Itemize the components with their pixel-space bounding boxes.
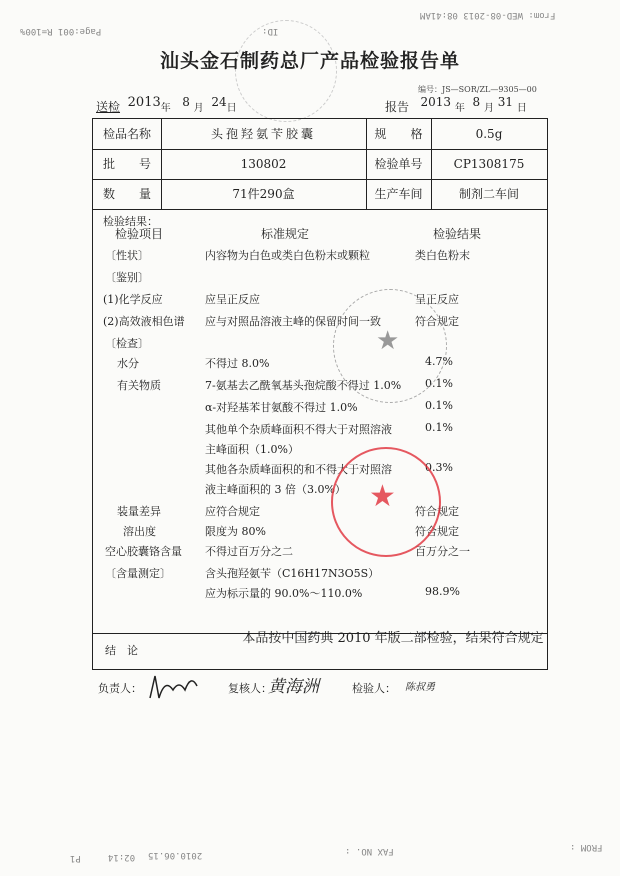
red-quality-stamp: ★ [331,447,441,557]
submit-year: 2013 [127,95,161,110]
row-result: 0.3% [425,461,453,474]
row-item: (2)高效液相色谱 [103,315,185,328]
row-result: 类白色粉末 [415,249,470,262]
report-label: 报告 [385,100,410,114]
submit-label: 送检 [96,100,121,114]
fax-footer-fax-no: FAX NO. : [345,846,394,856]
row-standard: 含头孢羟氨苄（C16H17N3O5S） [205,567,380,580]
submit-day: 24 [211,95,227,109]
row-result: 0.1% [425,377,453,390]
row-item: 〔含量测定〕 [105,567,171,580]
row-standard: 限度为 80% [205,525,266,538]
month-char: 月 [483,103,494,114]
column-result: 检验结果 [433,227,482,241]
row-standard: 应为标示量的 90.0%～110.0% [205,587,363,600]
row-result: 符合规定 [415,525,459,538]
report-month: 8 [472,95,481,109]
day-char: 日 [226,103,237,114]
conclusion-text: 本品按中国药典 2010 年版二部检验，结果符合规定 [242,631,544,646]
report-table [92,118,548,670]
row-standard: 7-氨基去乙酰氧基头孢烷酸不得过 1.0% [205,379,402,392]
label-workshop: 生产车间 [366,179,432,209]
row-result: 98.9% [425,585,460,598]
fax-header-id: ID: [262,26,279,36]
row-standard: 内容物为白色或类白色粉末或颗粒 [205,249,370,262]
row-standard: 主峰面积（1.0%） [205,443,299,456]
row-result: 呈正反应 [415,293,459,306]
day-char: 日 [516,103,527,114]
header-row-product [93,119,547,150]
label-product-name: 检品名称 [93,119,162,149]
report-year: 2013 [420,95,452,109]
value-spec: 0.5g [475,127,503,141]
row-result: 符合规定 [415,315,459,328]
responsible-signature [145,668,205,704]
report-title: 汕头金石制药总厂产品检验报告单 [159,50,460,72]
reviewer-signature: 黄海洲 [268,677,319,697]
document-number: 编号：JS—SOR/ZL—9305—00 [418,85,537,94]
inspector-label: 检验人： [352,682,396,695]
row-standard: α-对羟基苯甘氨酸不得过 1.0% [205,401,358,414]
column-standard: 标准规定 [261,227,310,241]
month-char: 月 [193,103,204,114]
row-item: 装量差异 [117,505,161,518]
row-item: 〔鉴别〕 [105,271,149,284]
row-item: 水分 [117,357,139,370]
row-standard: 液主峰面积的 3 倍（3.0%） [205,483,346,496]
header-row-batch [93,149,547,180]
column-item: 检验项目 [115,227,164,241]
fax-header-left: Page:001 R=100% [20,26,102,36]
year-char: 年 [160,103,171,114]
row-result: 0.1% [425,421,453,434]
fax-footer-date: 2010.06.15 [148,850,203,860]
fax-footer-time: 02:14 [108,852,136,862]
value-product-name: 头孢羟氨苄胶囊 [161,119,367,149]
value-quantity: 71件290盒 [161,179,367,209]
row-result: 百万分之一 [415,545,470,558]
row-item: 溶出度 [123,525,156,538]
conclusion-label: 结 论 [105,644,138,657]
label-batch: 批 号 [93,149,162,179]
year-char: 年 [454,103,465,114]
fax-header-right: From: WED-08-2013 08:41AM [420,10,556,20]
label-spec: 规 格 [366,119,432,149]
header-row-quantity [93,179,547,210]
submit-date [96,95,237,115]
row-standard: 应与对照品溶液主峰的保留时间一致 [205,315,381,328]
value-workshop: 制剂二车间 [458,187,519,201]
row-item: 空心胶囊铬含量 [105,545,182,558]
row-standard: 应呈正反应 [205,293,260,306]
row-result: 0.1% [425,399,453,412]
row-item: 〔性状〕 [105,249,149,262]
row-result: 4.7% [425,355,453,368]
row-standard: 其他各杂质峰面积的和不得大于对照溶 [205,463,392,476]
value-batch: 130802 [161,149,367,179]
label-quantity: 数 量 [93,179,162,209]
report-day: 31 [497,95,514,109]
row-result: 符合规定 [415,505,459,518]
submit-month: 8 [182,95,190,109]
row-item: (1)化学反应 [103,293,163,306]
value-inspection-no: CP1308175 [453,157,525,171]
report-date [385,95,527,115]
fax-footer-page: P1 [70,853,81,863]
row-item: 〔检查〕 [105,337,149,350]
row-standard: 不得过百万分之二 [205,545,293,558]
row-standard: 不得过 8.0% [205,357,270,370]
reviewer-label: 复核人： [228,682,272,695]
faint-inspection-stamp: ★ [333,289,447,403]
row-item: 有关物质 [117,379,161,392]
fax-footer-from: FROM : [570,842,603,852]
responsible-label: 负责人： [98,682,142,695]
row-standard: 其他单个杂质峰面积不得大于对照溶液 [205,423,392,436]
label-inspection-no: 检验单号 [366,149,432,179]
inspector-signature: 陈叔勇 [405,682,435,693]
results-label: 检验结果： [103,215,158,228]
row-standard: 应符合规定 [205,505,260,518]
